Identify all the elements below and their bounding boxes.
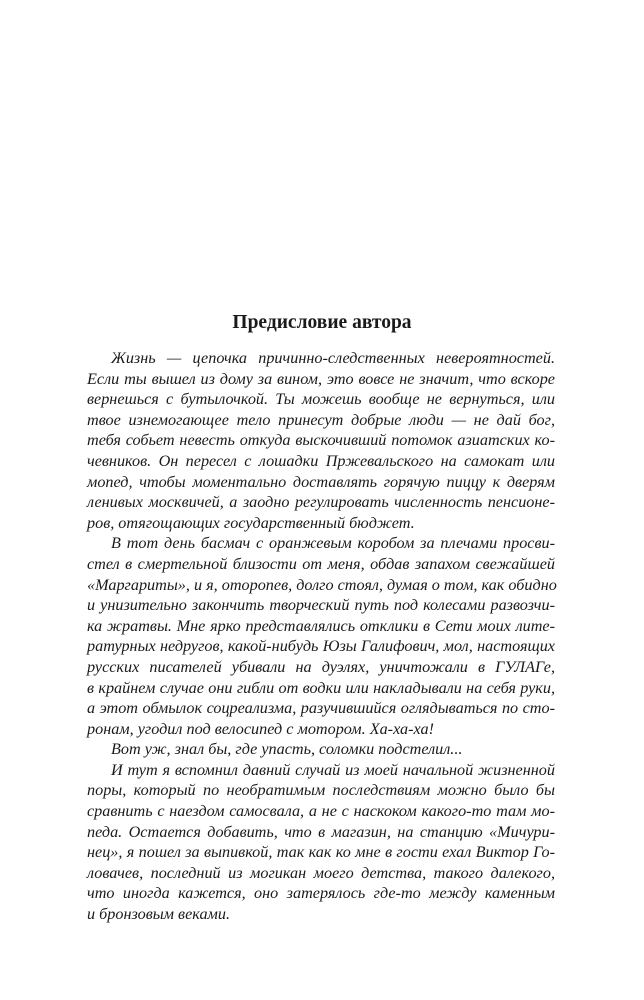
text-line: вернешься с бутылочкой. Ты можешь вообще не вернуться, или	[87, 390, 555, 409]
text-line: и бронзовым веками.	[87, 905, 231, 924]
text-line: ратурных недругов, какой-нибудь Юзы Галифович, мол, настоящих	[87, 637, 555, 656]
text-line: Жизнь — цепочка причинно-следственных невероятностей.	[111, 349, 555, 367]
text-line: что иногда кажется, оно затерялось где-то между каменным	[87, 884, 555, 903]
text-line: ленивых москвичей, а заодно регулировать численность пенсионе-	[87, 493, 555, 512]
chapter-body	[87, 348, 555, 925]
text-line: тебя собьет невесть откуда выскочивший потомок азиатских ко-	[87, 431, 555, 450]
paragraph	[87, 760, 555, 925]
text-line: «Маргариты», и я, оторопев, долго стоял, думая о том, как обидно	[87, 575, 557, 594]
paragraph	[87, 739, 555, 760]
text-line: чевников. Он пересел с лошадки Пржевальского на самокат или	[87, 451, 555, 470]
paragraph	[87, 533, 555, 739]
text-line: и унизительно закончить творческий путь под колесами развозчи-	[87, 596, 555, 615]
chapter-title: Предисловие автора	[232, 312, 412, 333]
text-line: Если ты вышел из дому за вином, это вовсе не значит, что вскоре	[87, 369, 555, 388]
text-line: мопед, чтобы моментально доставлять горячую пиццу к дверям	[87, 472, 555, 491]
text-line: ка жратвы. Мне ярко представлялись отклики в Сети моих лите-	[87, 616, 555, 635]
text-line: а этот обмылок соцреализма, разучившийся оглядываться по сто-	[87, 699, 555, 718]
text-line: Вот уж, знал бы, где упасть, соломки подстелил...	[111, 740, 463, 759]
text-line: ров, отягощающих государственный бюджет.	[87, 513, 415, 532]
text-line: И тут я вспомнил давний случай из моей начальной жизненной	[111, 760, 555, 779]
paragraph	[87, 348, 555, 533]
text-line: сравнить с наездом самосвала, а не с наскоком какого-то там мо-	[87, 802, 555, 821]
text-line: стел в смертельной близости от меня, обдав запахом свежайшей	[87, 554, 555, 573]
text-line: русских писателей убивали на дуэлях, уничтожали в ГУЛАГе,	[87, 657, 555, 676]
text-line: ловачев, последний из могикан моего детства, такого далекого,	[87, 863, 555, 882]
text-line: педа. Остается добавить, что в магазин, на станцию «Мичури-	[87, 822, 555, 841]
text-line: нец», я пошел за выпивкой, так как ко мне в гости ехал Виктор Го-	[87, 843, 555, 862]
text-line: поры, который по необратимым последствиям можно было бы	[87, 781, 555, 800]
text-line: В тот день басмач с оранжевым коробом за плечами просви-	[111, 534, 555, 553]
text-line: ронам, угодил под велосипед с мотором. Ха-ха-ха!	[87, 719, 434, 738]
text-line: в крайнем случае они гибли от водки или накладывали на себя руки,	[87, 678, 555, 697]
text-line: твое изнемогающее тело принесут добрые люди — не дай бог,	[87, 410, 555, 429]
